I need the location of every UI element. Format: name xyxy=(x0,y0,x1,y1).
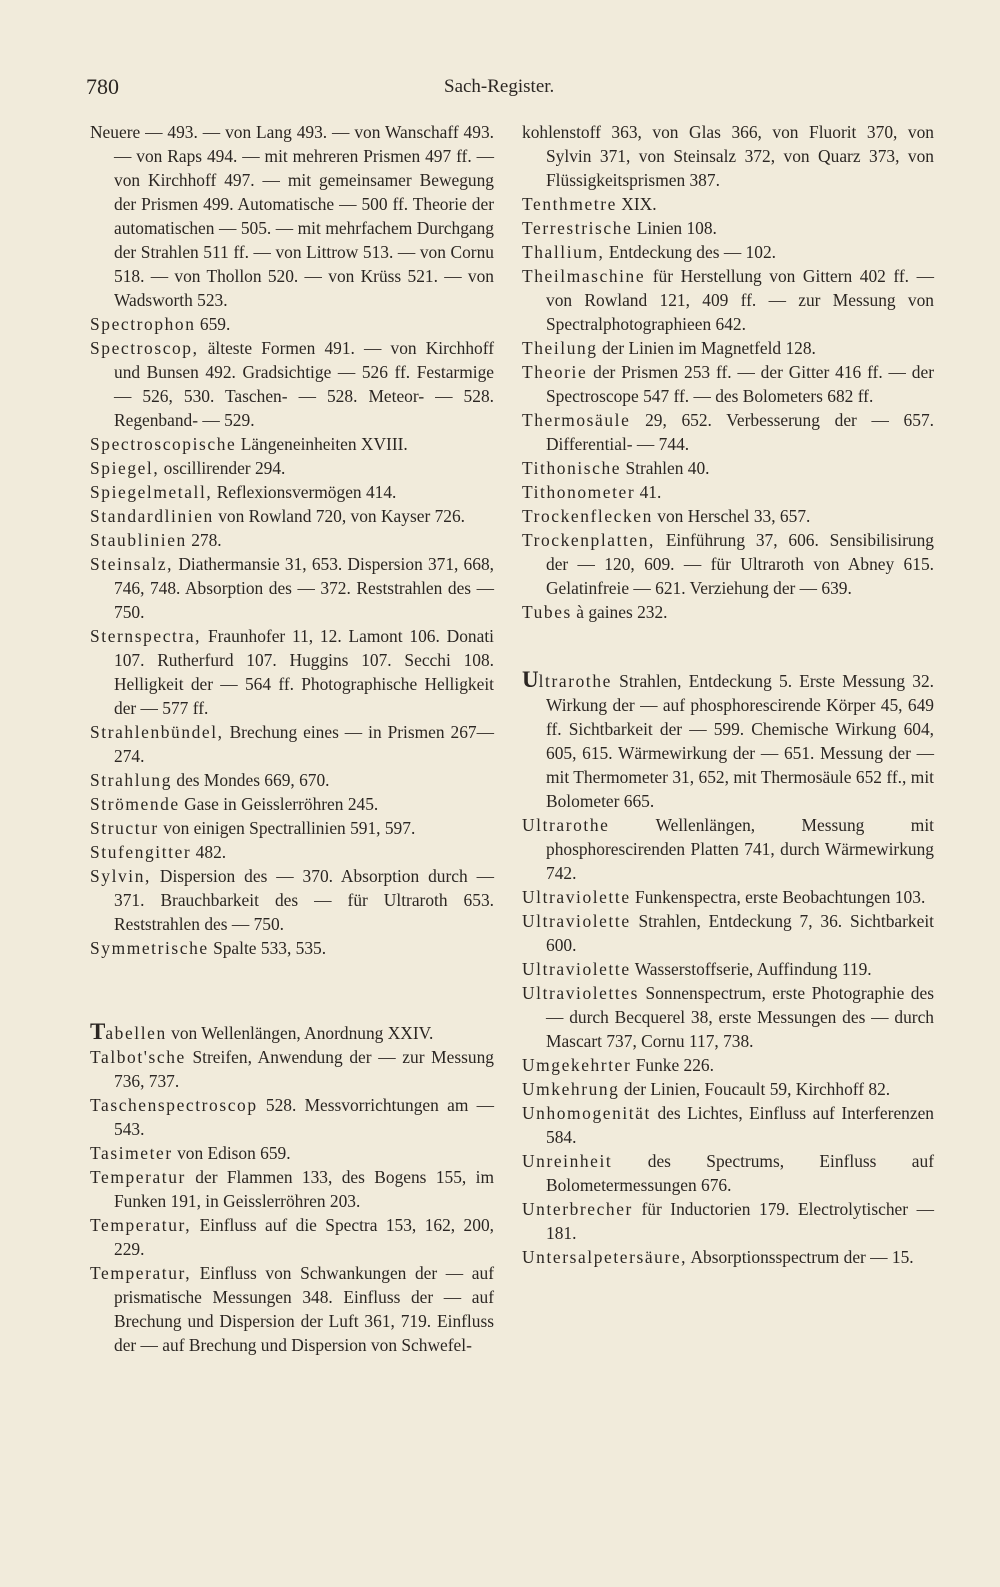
entry-heading: Tenthmetre xyxy=(522,194,617,214)
entry-heading: Untersalpetersäure, xyxy=(522,1247,688,1267)
entry-text: Entdeckung des — 102. xyxy=(608,242,776,262)
index-entry xyxy=(90,432,494,456)
section-initial: T xyxy=(90,1019,106,1044)
entry-text: Reflexionsvermögen 414. xyxy=(216,482,397,502)
index-entry xyxy=(90,816,494,840)
entry-heading: Tithonische xyxy=(522,458,622,478)
entry-heading: Tubes xyxy=(522,602,572,622)
entry-text: Gase in Geisslerröhren 245. xyxy=(184,794,379,814)
entry-text: Diathermansie 31, 653. Dispersion 371, 668, 746, 748. Absorption des — 372. Reststrahlen des — 750. xyxy=(114,554,494,622)
index-entry xyxy=(522,528,934,600)
index-entry xyxy=(522,408,934,456)
entry-heading: Standardlinien xyxy=(90,506,214,526)
entry-text: des Lichtes, Einfluss auf Interferenzen 584. xyxy=(546,1103,934,1147)
index-entry xyxy=(90,720,494,768)
entry-text: Spalte 533, 535. xyxy=(213,938,327,958)
index-entry xyxy=(522,600,934,624)
section-gap xyxy=(522,624,934,668)
entry-text: von einigen Spectrallinien 591, 597. xyxy=(163,818,416,838)
entry-heading: Terrestrische xyxy=(522,218,633,238)
entry-heading: Ultraviolettes xyxy=(522,983,640,1003)
index-entry xyxy=(522,981,934,1053)
entry-heading: Strömende xyxy=(90,794,180,814)
entry-text: Streifen, Anwendung der — zur Messung 736, 737. xyxy=(114,1047,494,1091)
index-entry xyxy=(90,1165,494,1213)
entry-text: 278. xyxy=(191,530,222,550)
index-entry xyxy=(90,504,494,528)
index-entry xyxy=(522,456,934,480)
entry-heading: Talbot'sche xyxy=(90,1047,186,1067)
entry-text: von Herschel 33, 657. xyxy=(657,506,811,526)
entry-heading: Trockenflecken xyxy=(522,506,653,526)
entry-heading: Staublinien xyxy=(90,530,187,550)
entry-heading: Sternspectra, xyxy=(90,626,202,646)
entry-text: von Edison 659. xyxy=(177,1143,291,1163)
index-entry xyxy=(90,1093,494,1141)
entry-heading: Thallium, xyxy=(522,242,605,262)
entry-heading: Strahlung xyxy=(90,770,173,790)
index-entry xyxy=(522,1245,934,1269)
right-section-u xyxy=(522,668,934,1269)
right-column xyxy=(522,120,934,1269)
index-entry xyxy=(90,624,494,720)
entry-text: der Prismen 253 ff. — der Gitter 416 ff. — der Spectroscope 547 ff. — des Bolometers 682 ff. xyxy=(546,362,934,406)
index-entry xyxy=(90,480,494,504)
page-number: 780 xyxy=(86,74,119,99)
entry-text: Funke 226. xyxy=(635,1055,714,1075)
index-entry xyxy=(90,120,494,312)
left-column xyxy=(90,120,494,1357)
entry-text: Sonnenspectrum, erste Photographie des — durch Becquerel 38, erste Messungen des — durch Mascart 737, Cornu 117, 738. xyxy=(546,983,934,1051)
entry-heading: Unreinheit xyxy=(522,1151,613,1171)
entry-text: 482. xyxy=(195,842,227,862)
entry-text: älteste Formen 491. — von Kirchhoff und Bunsen 492. Gradsichtige — 526 ff. Festarmige — 526, 530. Taschen- — 528. Meteor- — 528. Regenband- — 529. xyxy=(114,338,494,430)
entry-heading: Thermosäule xyxy=(522,410,631,430)
entry-heading: Structur xyxy=(90,818,159,838)
index-entry xyxy=(522,813,934,885)
entry-text: von Wellenlängen, Anordnung XXIV. xyxy=(171,1023,434,1043)
section-gap xyxy=(90,960,494,1020)
entry-text: Strahlen 40. xyxy=(625,458,710,478)
index-entry xyxy=(90,1045,494,1093)
index-entry xyxy=(522,264,934,336)
entry-heading: Ultraviolette xyxy=(522,959,631,979)
index-entry xyxy=(522,909,934,957)
entry-heading: Temperatur, xyxy=(90,1215,192,1235)
index-entry xyxy=(522,885,934,909)
entry-text: XIX. xyxy=(621,194,657,214)
entry-heading: Tithonometer xyxy=(522,482,636,502)
entry-text: 41. xyxy=(639,482,662,502)
index-entry xyxy=(90,336,494,432)
entry-text: Neuere — 493. — von Lang 493. — von Wanschaff 493. — von Raps 494. — mit mehreren Prismen 497 ff. — von Kirchhoff 497. — mit gemeinsamer Bewegung der Prismen 499. Automatische — 500 ff. Theorie der automatischen — 505. — mit mehrfachem Durchgang der Strahlen 511 ff. — von Littrow 513. — von Cornu 518. — von Thollon 520. — von Krüss 521. — von Wadsworth 523. xyxy=(90,122,494,310)
entry-text: Absorptionsspectrum der — 15. xyxy=(690,1247,914,1267)
entry-text: 659. xyxy=(199,314,231,334)
entry-text: Linien 108. xyxy=(636,218,717,238)
right-section-t xyxy=(522,120,934,624)
index-entry xyxy=(522,1101,934,1149)
index-entry xyxy=(522,1197,934,1245)
index-entry xyxy=(522,240,934,264)
entry-heading: Theilmaschine xyxy=(522,266,646,286)
entry-text: Wasserstoffserie, Auffindung 119. xyxy=(634,959,872,979)
entry-text: für Inductorien 179. Electrolytischer — 181. xyxy=(546,1199,934,1243)
entry-heading: Trockenplatten, xyxy=(522,530,655,550)
index-entry xyxy=(90,1020,494,1045)
entry-heading: Spectroscop, xyxy=(90,338,199,358)
index-entry xyxy=(522,216,934,240)
entry-heading: Umkehrung xyxy=(522,1079,620,1099)
entry-heading: Symmetrische xyxy=(90,938,209,958)
entry-text: Strahlen, Entdeckung 7, 36. Sichtbarkeit 600. xyxy=(546,911,934,955)
left-section-t xyxy=(90,1020,494,1357)
index-entry xyxy=(522,1053,934,1077)
entry-text: von Rowland 720, von Kayser 726. xyxy=(218,506,466,526)
entry-text: Einfluss auf die Spectra 153, 162, 200, 229. xyxy=(114,1215,494,1259)
index-entry xyxy=(90,936,494,960)
index-entry xyxy=(90,1141,494,1165)
entry-text: Einführung 37, 606. Sensibilisirung der — 120, 609. — für Ultraroth von Abney 615. Gelatinfreie — 621. Verziehung der — 639. xyxy=(546,530,934,598)
entry-heading: Ultrarothe xyxy=(522,667,612,692)
entry-heading: Spiegel, xyxy=(90,458,160,478)
index-entry xyxy=(90,456,494,480)
entry-heading: Steinsalz, xyxy=(90,554,174,574)
entry-text: Strahlen, Entdeckung 5. Erste Messung 32. Wirkung der — auf phosphorescirende Körper 45, 649 ff. Sichtbarkeit der — 599. Chemische Wirkung 604, 605, 615. Wärmewirkung der — 651. Messung der — mit Thermometer 31, 652, mit Thermosäule 652 ff., mit Bolometer 665. xyxy=(546,671,934,811)
index-entry xyxy=(90,312,494,336)
entry-heading: Sylvin, xyxy=(90,866,151,886)
entry-heading: Ultraviolette xyxy=(522,911,631,931)
entry-text: Funkenspectra, erste Beobachtungen 103. xyxy=(635,887,926,907)
index-entry xyxy=(522,1149,934,1197)
index-entry xyxy=(522,504,934,528)
entry-heading: Temperatur xyxy=(90,1167,186,1187)
entry-text: Längeneinheiten XVIII. xyxy=(240,434,408,454)
entry-heading: Spiegelmetall, xyxy=(90,482,213,502)
entry-heading: Unterbrecher xyxy=(522,1199,633,1219)
entry-text: Fraunhofer 11, 12. Lamont 106. Donati 107. Rutherfurd 107. Huggins 107. Secchi 108. Helligkeit der — 564 ff. Photographische Helligkeit der — 577 ff. xyxy=(114,626,494,718)
entry-text: Einfluss von Schwankungen der — auf prismatische Messungen 348. Einfluss der — auf Brechung und Dispersion der Luft 361, 719. Einfluss der — auf Brechung und Dispersion von Schwefel- xyxy=(114,1263,494,1355)
index-entry xyxy=(522,1077,934,1101)
entry-heading: Tabellen xyxy=(90,1019,167,1044)
index-entry xyxy=(90,864,494,936)
index-entry xyxy=(522,480,934,504)
entry-heading: Strahlenbündel, xyxy=(90,722,224,742)
index-entry xyxy=(522,192,934,216)
entry-text: des Mondes 669, 670. xyxy=(176,770,330,790)
index-entry xyxy=(90,840,494,864)
entry-text: Wellenlängen, Messung mit phosphorescirenden Platten 741, durch Wärmewirkung 742. xyxy=(546,815,934,883)
index-entry xyxy=(90,792,494,816)
entry-heading: Stufengitter xyxy=(90,842,192,862)
left-section-s xyxy=(90,120,494,960)
entry-heading: Spectrophon xyxy=(90,314,196,334)
entry-heading: Ultraviolette xyxy=(522,887,631,907)
entry-text: à gaines 232. xyxy=(576,602,668,622)
entry-heading: Theorie xyxy=(522,362,588,382)
index-entry xyxy=(522,120,934,192)
entry-text: für Herstellung von Gittern 402 ff. — von Rowland 121, 409 ff. — zur Messung von Spectralphotographieen 642. xyxy=(546,266,934,334)
entry-heading: Spectroscopische xyxy=(90,434,237,454)
entry-text: kohlenstoff 363, von Glas 366, von Fluorit 370, von Sylvin 371, von Steinsalz 372, von Quarz 373, von Flüssigkeitsprismen 387. xyxy=(522,122,934,190)
index-entry xyxy=(90,768,494,792)
entry-text: oscillirender 294. xyxy=(163,458,286,478)
running-head: Sach-Register. xyxy=(444,76,555,97)
index-entry xyxy=(522,957,934,981)
section-initial: U xyxy=(522,667,539,692)
index-entry xyxy=(90,552,494,624)
entry-heading: Taschenspectroscop xyxy=(90,1095,258,1115)
entry-text: der Flammen 133, des Bogens 155, im Funken 191, in Geisslerröhren 203. xyxy=(114,1167,494,1211)
index-entry xyxy=(90,528,494,552)
entry-heading: Theilung xyxy=(522,338,598,358)
entry-text: der Linien, Foucault 59, Kirchhoff 82. xyxy=(623,1079,891,1099)
entry-text: der Linien im Magnetfeld 128. xyxy=(601,338,816,358)
entry-heading: Unhomogenität xyxy=(522,1103,651,1123)
entry-heading: Temperatur, xyxy=(90,1263,192,1283)
entry-text: Brechung eines — in Prismen 267—274. xyxy=(114,722,494,766)
entry-heading: Umgekehrter xyxy=(522,1055,632,1075)
entry-heading: Ultrarothe xyxy=(522,815,610,835)
entry-text: Dispersion des — 370. Absorption durch — 371. Brauchbarkeit des — für Ultraroth 653. Reststrahlen des — 750. xyxy=(114,866,494,934)
entry-heading: Tasimeter xyxy=(90,1143,173,1163)
entry-text: 528. Messvorrichtungen am — 543. xyxy=(114,1095,494,1139)
entry-text: 29, 652. Verbesserung der — 657. Differential- — 744. xyxy=(546,410,934,454)
index-entry xyxy=(90,1213,494,1261)
index-entry xyxy=(522,668,934,813)
index-entry xyxy=(522,360,934,408)
index-entry xyxy=(522,336,934,360)
entry-text: des Spectrums, Einfluss auf Bolometermessungen 676. xyxy=(546,1151,934,1195)
index-entry xyxy=(90,1261,494,1357)
